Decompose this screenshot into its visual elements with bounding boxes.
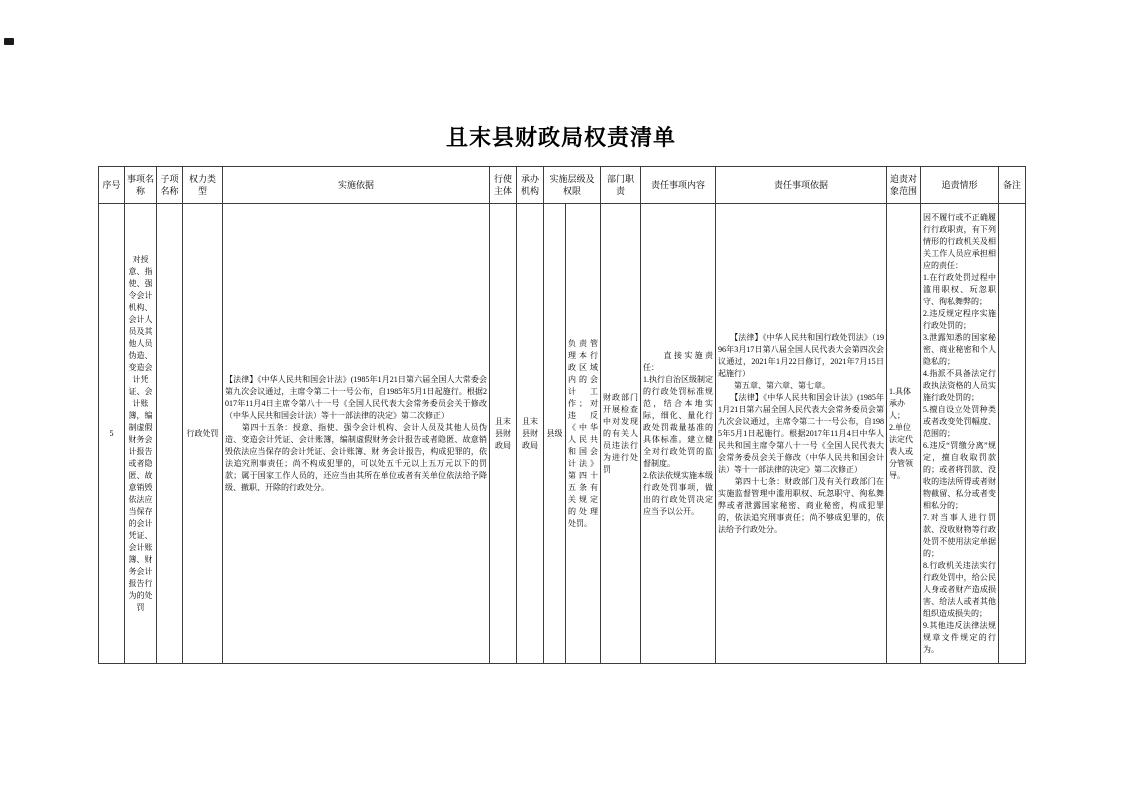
col-header-responsibility-content: 责任事项内容 [641, 167, 716, 204]
cell-power-type: 行政处罚 [183, 204, 223, 664]
cell-accountability-scope: 1.具体承办人； 2.单位法定代表人或分管领导。 [887, 204, 921, 664]
col-header-exercising-subject: 行使主体 [490, 167, 517, 204]
col-header-item-name: 事项名称 [125, 167, 157, 204]
cell-level-duty: 负责管理本行政区域内的会计工作；对违反《中华人民共和国会计法》第四十五条有关规定的处理处罚。 [566, 204, 601, 664]
col-header-department-duty: 部门职责 [601, 167, 641, 204]
cell-department-duty: 财政部门开展检查中对发现的有关人员违法行为进行处罚 [601, 204, 641, 664]
col-header-sub-item-name: 子项名称 [157, 167, 183, 204]
page-title: 且末县财政局权责清单 [445, 125, 676, 150]
col-header-power-type: 权力类型 [183, 167, 223, 204]
cell-item-name: 对授意、指使、强令会计机构、会计人员及其他人员伪造、变造会计凭证、会计账簿，编制虚假财务会计报告或者隐匿、故意销毁依法应当保存的会计凭证、会计账簿、财务会计报告行为的处罚 [125, 204, 157, 664]
cell-seq: 5 [99, 204, 125, 664]
cell-implementation-basis: 【法律】《中华人民共和国会计法》(1985年1月21日第六届全国人大常委会第九次会议通过，主席令第二十一号公布，自1985年5月1日起施行。根据2017年11月4日主席令第八十一号《全国人民代表大会常务委员会关于修改（中华人民共和国会计法）等十一部法律的决定》第二次修正） 第四十五条：授意、指使、强令会计机构、会计人员及其他人员伪造、变造会计凭证、会计账簿，编制虚假财务会计报告或者隐匿、故意销毁依法应当保存的会计凭证、会计账簿、财 务会计报告，构成犯罪的，依法追究刑事责任；尚不构成犯罪的，可以处五千元以上五万元以下的罚款；属于国家工作人员的，还应当由其所在单位或者有关单位依法给予降级、撤职、开除的行政处分。 [223, 204, 490, 664]
cell-remarks [999, 204, 1026, 664]
col-header-responsibility-basis: 责任事项依据 [716, 167, 887, 204]
cell-level: 县级 [544, 204, 566, 664]
responsibility-table [98, 166, 1026, 664]
col-header-implementation-basis: 实施依据 [223, 167, 490, 204]
col-header-remarks: 备注 [999, 167, 1026, 204]
cell-accountability-situations: 因不履行或不正确履行行政职责，有下列情形的行政机关及相关工作人员应承担相应的责任： 1.在行政处罚过程中滥用职权、玩忽职守、徇私舞弊的； 2.违反规定程序实施行政处罚的； 3.泄露知悉的国家秘密、商业秘密和个人隐私的； 4.指派不具备法定行政执法资格的人员实施行政处罚的； 5.擅自设立处罚种类或者改变处罚幅度、范围的； 6.违反“罚缴分离”规定，擅自收取罚款的；或者将罚款、没收的违法所得或者财物截留、私分或者变相私分的； 7.对当事人进行罚款、没收财物等行政处罚不使用法定单据的； 8.行政机关违法实行行政处罚中，给公民人身或者财产造成损害、给法人或者其他组织造成损失的； 9.其他违反法律法规规章文件规定的行为。 [921, 204, 999, 664]
table-row [99, 204, 1026, 664]
col-header-seq: 序号 [99, 167, 125, 204]
cell-responsibility-content: 直接实施责任： 1.执行自治区级制定的行政处罚标准规范，结合本地实际，细化、量化行政处罚裁量基准的具体标准。建立健全对行政处罚的监督制度。 2.依法依规实施本级行政处罚事项，做出的行政处罚决定应当予以公开。 [641, 204, 716, 664]
scan-artifact [4, 38, 14, 45]
cell-exercising-subject: 且末县财政局 [490, 204, 517, 664]
cell-sub-item-name [157, 204, 183, 664]
header-row [99, 167, 1026, 204]
cell-undertaking-agency: 且末县财政局 [517, 204, 544, 664]
col-header-undertaking-agency: 承办机构 [517, 167, 544, 204]
col-header-level-and-authority: 实施层级及权限 [544, 167, 601, 204]
col-header-accountability-scope: 追责对象范围 [887, 167, 921, 204]
col-header-accountability-situations: 追责情形 [921, 167, 999, 204]
cell-responsibility-basis: 【法律】《中华人民共和国行政处罚法》（1996年3月17日第八届全国人民代表大会第四次会议通过，2021年1月22日修订，2021年7月15日起施行） 第五章、第六章、第七章。 【法律】《中华人民共和国会计法》(1985年1月21日第六届全国人民代表大会常务委员会第九次会议通过，主席令第二十一号公布，自1985年5月1日起施行。根据2017年11月4日中华人民共和国主席令第八十一号《全国人民代表大会常务委员会关于修改（中华人民共和国会计法）等十一部法律的决定》第二次修正） 第四十七条：财政部门及有关行政部门在实施监督管理中滥用职权、玩忽职守、徇私舞弊或者泄露国家秘密、商业秘密，构成犯罪的，依法追究刑事责任；尚不够成犯罪的，依法给予行政处分。 [716, 204, 887, 664]
